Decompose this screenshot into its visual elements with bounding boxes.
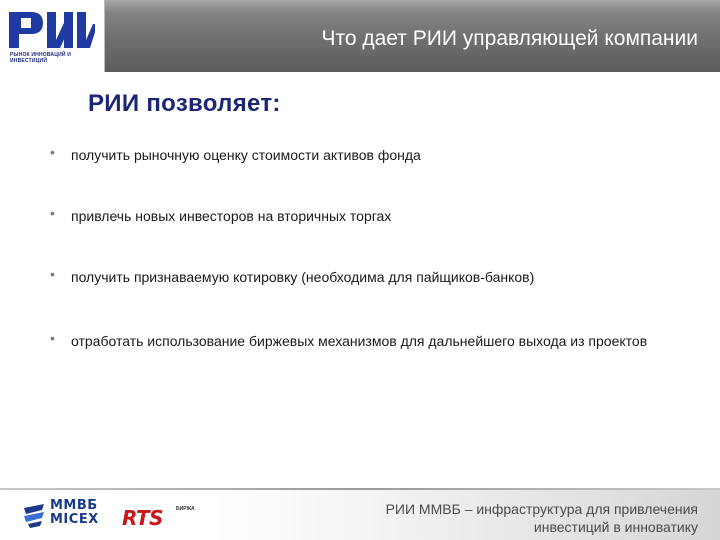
micex-logo-line2: MICEX [50,512,99,527]
logo-subtitle: РЫНОК ИННОВАЦИЙ И ИНВЕСТИЦИЙ [10,52,72,64]
bullet-icon: • [50,266,55,282]
bullet-icon: • [50,205,55,221]
micex-logo [50,499,99,527]
micex-emblem-icon [22,500,46,530]
bullet-icon: • [50,144,55,160]
footer-caption [358,500,698,536]
header-title: Что дает РИИ управляющей компании [321,27,698,50]
bullet-text: отработать использование биржевых механизмов для дальнейшего выхода из проектов [71,333,648,349]
slide-footer [0,490,720,540]
bullet-text: получить рыночную оценку стоимости активов фонда [71,147,421,163]
bullet-text: получить признаваемую котировку (необходима для пайщиков-банков) [71,269,535,285]
micex-logo-line1: ММВБ [50,498,98,513]
bullet-text: привлечь новых инвесторов на вторичных торгах [71,208,392,224]
footer-caption-line1: РИИ ММВБ – инфраструктура для привлечения [385,501,698,517]
slide-heading: РИИ позволяет: [88,90,281,117]
rts-logo-subtitle: БИРЖА [176,506,195,512]
bullet-icon: • [50,330,55,346]
footer-caption-line2: инвестиций в инноватику [533,519,698,535]
rts-logo: RTS [122,506,164,530]
